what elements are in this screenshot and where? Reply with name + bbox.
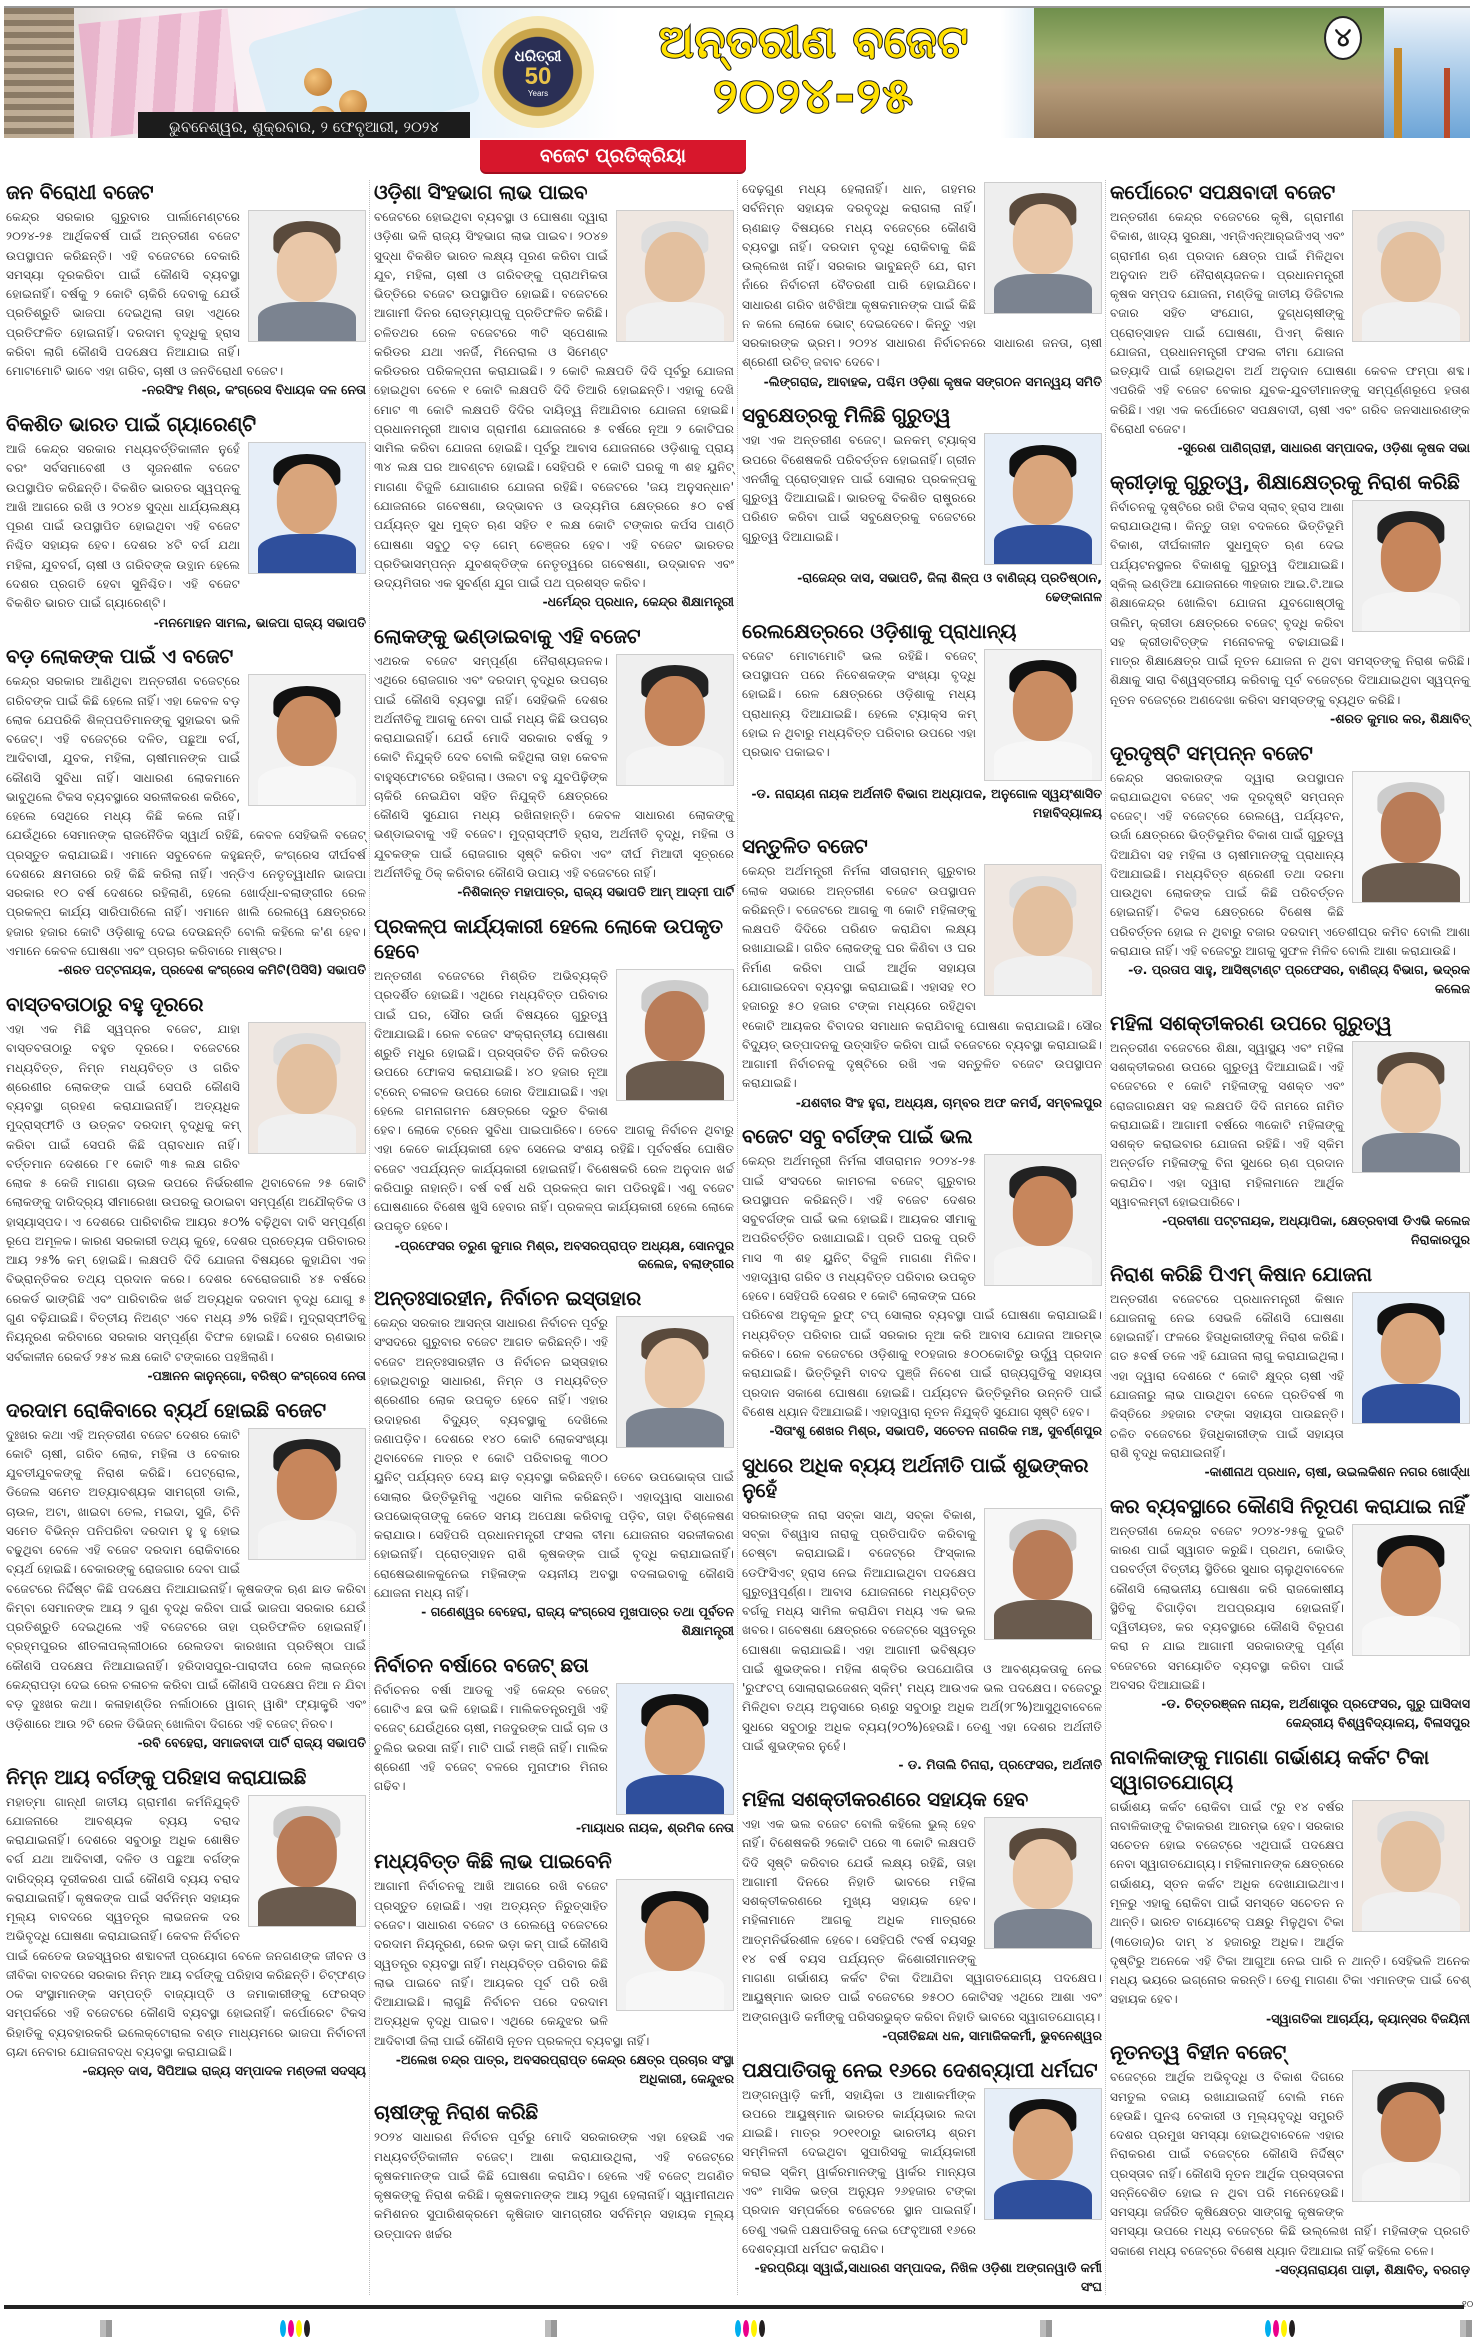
author-photo [248,674,366,806]
article-headline: ବିକଶିତ ଭାରତ ପାଇଁ ଗ୍ୟାରେଣ୍ଟି [6,412,256,437]
author-photo [616,210,734,342]
article-byline: -ହରପ୍ରିୟା ସ୍ୱାଇଁ,ସାଧାରଣ ସମ୍ପାଦକ, ନିଖିଳ ଓଡ଼ିଶା ଅଙ୍ଗନୱାଡି କର୍ମୀ ସଂଘ [754,2260,1102,2294]
article-body: ବଜେଟ୍‌ରେ ଆର୍ଥିକ ଅଭିବୃଦ୍ଧି ଓ ବିକାଶ ଦିଗରେ ସମତୁଲ ବଜାୟ ରଖାଯାଇନାହିଁ ବୋଲି ମନେ ହେଉଛି। ପୁନଶ୍ଚ ବେକାରୀ ଓ ମୂଲ୍ୟବୃଦ୍ଧି ସମ୍ପ୍ରତି ଦେଶର ପ୍ରମୁଖ ସମସ୍ୟା ହୋଇଥିବାବେଳେ ଏହାର ନିରାକରଣ ପାଇଁ ବଜେଟ୍‌ରେ କୌଣସି ନିର୍ଦ୍ଦିଷ୍ଟ ପ୍ରସ୍ତାବ ନାହିଁ। କୌଣସି ନୂତନ ଆର୍ଥିକ ପ୍ରସ୍ତାବନା ସନ୍ନିବେଶିତ ହୋଇ ନ ଥିବା ପରି ମନେହେଉଛି। ସମସ୍ୟା ଜର୍ଜରିତ କୃଷିକ୍ଷେତ୍ର ସାଙ୍ଗକୁ କୃଷକଙ୍କ ସମସ୍ୟା ଉପରେ ମଧ୍ୟ ବଜେଟ୍‌ରେ କିଛି ଉଲ୍ଲେଖ ନାହିଁ। ମହିଳାଙ୍କ ପ୍ରଗତି ସକାଶେ ମଧ୍ୟ ବଜେଟ୍‌ରେ ବିଶେଷ ଧ୍ୟାନ ଦିଆଯାଇ ନାହିଁ କହିଲେ ଚଳେ। [1110,2070,1470,2258]
page-title [594,18,1034,124]
author-photo [984,433,1102,565]
news-article [742,1453,1102,1775]
article-byline: -ରବି ବେହେରା, ସମାଜବାଦୀ ପାର୍ଟି ରାଜ୍ୟ ସଭାପତି [137,1734,366,1750]
anniversary-emblem [482,16,594,128]
article-body: ଅନ୍ତରୀଣ କେନ୍ଦ୍ର ବଜେଟ ୨୦୨୪-୨୫କୁ ଦୁଇଟି କାରଣ ପାଇଁ ସ୍ୱାଗତ କରୁଛି। ପ୍ରଥମ, କୋଭିଡ୍ ପରବର୍ତ୍ତୀ ବିତ୍ତୀୟ ସ୍ଥିତିରେ ସୁଧାର ଚାଲୁଥିବାବେଳେ କୌଣସି ଲୋଭନୀୟ ଘୋଷଣା କରି ରାଜକୋଷୀୟ ସ୍ଥିତିକୁ ବିଗାଡ଼ିବା ଅପପ୍ରୟାସ ହୋଇନାହିଁ। ଦ୍ୱିତୀୟତଃ, କର ବ୍ୟବସ୍ଥାରେ କୌଣସି ବିରୂପଣ କରା ନ ଯାଇ ଆଗାମୀ ସରକାରଙ୍କୁ ପୂର୍ଣ୍ଣ ବଜେଟରେ ସମୟୋଚିତ ବ୍ୟବସ୍ଥା କରିବା ପାଇଁ ଅବସର ଦିଆଯାଇଛି। [1110,1523,1344,1692]
article-body: ଏହା ଏକ ଭଲ ବଜେଟ ବୋଲି କହିଲେ ଭୁଲ୍ ହେବ ନାହିଁ। ବିଶେଷକରି ୨କୋଟି ପରେ ୩ କୋଟି ଲକ୍ଷପତି ଦିଦି ସୃଷ୍ଟି କରିବାର ଯେଉଁ ଲକ୍ଷ୍ୟ ରହିଛି, ତାହା ଆଗାମୀ ଦିନରେ ନିହାତି ଭାବରେ ମହିଳା ସଶକ୍ତୀକରଣରେ ମୁଖ୍ୟ ସହାୟକ ହେବ। ମହିଳାମାନେ ଆଗକୁ ଅଧିକ ମାତ୍ରାରେ ଆତ୍ମନିର୍ଭରଶୀଳ ହେବେ। ସେହିପରି ୯ବର୍ଷ ବୟସରୁ ୧୪ ବର୍ଷ ବୟସ ପର୍ଯ୍ୟନ୍ତ କିଶୋରୀମାନଙ୍କୁ ମାଗଣା ଗର୍ଭାଶୟ କର୍କଟ ଟିକା ଦିଆଯିବା ସ୍ୱାଗତଯୋଗ୍ୟ ପଦକ୍ଷେପ। ଆୟୁଷ୍ମାନ ଭାରତ ପାଇଁ ବଜେଟରେ ୭୫୦୦ କୋଟିସହ ଏଥିରେ ଆଶା ଏବଂ ଅଙ୍ଗନୱାଡି କର୍ମୀଙ୍କୁ ପରିସରଭୁକ୍ତ କରିବା ନିହାତି ଭାବରେ ସ୍ୱାଗତଯୋଗ୍ୟ। [742,1817,1102,2024]
author-photo [248,210,366,342]
news-article [1110,741,1470,999]
article-headline: ମହିଳା ସଶକ୍ତୀକରଣ ଉପରେ ଗୁରୁତ୍ୱ [1110,1010,1392,1035]
article-body: ବଜେଟରେ ହୋଇଥିବା ବ୍ୟବସ୍ଥା ଓ ଘୋଷଣା ଦ୍ୱାରା ଓଡ଼ିଶା ଭଳି ରାଜ୍ୟ ସିଂହଭାଗ ଲାଭ ପାଇବ। ୨୦୪୭ ସୁଦ୍ଧା ବିକଶିତ ଭାରତ ଲକ୍ଷ୍ୟ ପୂରଣ କରିବା ପାଇଁ ଯୁବ, ମହିଳା, ଚାଷୀ ଓ ଗରିବଙ୍କୁ ପ୍ରାଥମିକତା ଭିତ୍ତିରେ ବଜେଟ ଉପସ୍ଥାପିତ ହୋଇଛି। ବଜେଟରେ ଆଗାମୀ ଦିନର ରୋଡ୍‌ମ୍ୟାପ୍‌କୁ ପ୍ରତିଫଳିତ କରିଛି। ଚଳିତଥର ରେଳ ବଜେଟରେ ୩ଟି ସ୍ପେଶାଲ କରିଡର ଯଥା ଏନର୍ଜି, ମିନେରାଲ ଓ ସିମେଣ୍ଟ କରିଡରର ପରିକଳ୍ପନା କରାଯାଇଛି। ୨ କୋଟି ଲକ୍ଷପତି ଦିଦି ପୂର୍ବରୁ ଯୋଜନା ହୋଇଥିବା ବେଳେ ୧ କୋଟି ଲକ୍ଷପତି ଦିଦି ତିଆରି ହୋଇଛନ୍ତି। ଏହାକୁ ଦେଖି ମୋଟ ୩ କୋଟି ଲକ୍ଷପତି ଦିଦିର ଦାୟିତ୍ୱ ନିଆଯିବାର ଯୋଜନା ହୋଇଛି। ପ୍ରଧାନମନ୍ତ୍ରୀ ଆବାସ ଗ୍ରାମୀଣ ଯୋଜନାରେ ୫ ବର୍ଷରେ ନୂଆ ୨ କୋଟିଘର ସାମିଲ କରିବା ଯୋଜନା ହୋଇଛି। ପୂର୍ବରୁ ଆବାସ ଯୋଜନାରେ ଓଡ଼ିଶାକୁ ପ୍ରାୟ ୩୪ ଲକ୍ଷ ଘର ଆବଣ୍ଟନ ହୋଇଛି। ସେହିପରି ୧ କୋଟି ଘରକୁ ୩ ଶହ ୟୁନିଟ୍ ମାଗଣା ବିଜୁଳି ଯୋଗାଣର ଯୋଜନା ରହିଛି। ବଜେଟରେ 'ଜୟ ଅନୁସନ୍ଧାନ' ଯୋଜନାରେ ଗବେଷଣା, ଉଦ୍ଭାବନ ଓ ଉଦ୍ୟମିତା କ୍ଷେତ୍ରରେ ୫୦ ବର୍ଷ ପର୍ଯ୍ୟନ୍ତ ସୁଧ ମୁକ୍ତ ଋଣ ସହିତ ୧ ଲକ୍ଷ କୋଟି ଟଙ୍କାର କର୍ପସ ପାଣ୍ଠି ଘୋଷଣା ସବୁଠୁ ବଡ଼ ଗେମ୍ ଚେଞ୍ଜର ହେବ। ଏହି ବଜେଟ ଭାରତର ପ୍ରତିଭାସମ୍ପନ୍ନ ଯୁବଶକ୍ତିଙ୍କ ନେତୃତ୍ୱରେ ଗବେଷଣା, ଉଦ୍ଭାବନ ଏବଂ ଉଦ୍ୟମିତାର ଏକ ସୁବର୍ଣ୍ଣ ଯୁଗ ପାଇଁ ପଥ ପ୍ରଶସ୍ତ କରିବ। [374,210,734,591]
factory-chimney-image [1384,8,1470,138]
author-photo [1352,771,1470,903]
article-byline: -ପ୍ରଫେସର ତରୁଣ କୁମାର ମିଶ୍ର, ଅବସରପ୍ରାପ୍ତ ଅଧ୍ୟକ୍ଷ, ସୋନପୁର କଲେଜ, ବଲାଙ୍ଗୀର [394,1237,734,1272]
author-photo [248,1795,366,1927]
section-label: ବଜେଟ ପ୍ରତିକ୍ରିୟା [480,140,746,172]
article-columns [0,180,1476,2295]
article-body: ନିର୍ବାଚନର ବର୍ଷା ଆଡକୁ ଏହି କେନ୍ଦ୍ର ବଜେଟ୍ ଗୋଟିଏ ଛତା ଭଳି ହୋଇଛି। ମାଲିକତନ୍ତ୍ରମୁଖି ଏହି ବଜେଟ୍ ଯେଉଁଥିରେ ଚାଷୀ, ମଜଦୁରଙ୍କ ପାଇଁ ଚାଳ ଓ ଚୁଲିର ଭରସା ନାହିଁ। ମାଟି ପାଇଁ ମଞ୍ଜି ନାହିଁ। ମାଲିକ ଶ୍ରେଣୀ ଏହି ବଜେଟ୍ ବଳରେ ମୁନାଫାର ମିନାର ଗଢିବ। [374,1682,608,1794]
author-photo [984,649,1102,781]
author-photo [248,1022,366,1154]
emblem-name: ଧରିତ୍ରୀ [514,46,562,65]
author-photo [1352,500,1470,632]
author-photo [248,1428,366,1560]
article-byline: -ସିତାଂଶୁ ଶେଖର ମିଶ୍ର, ସଭାପତି, ସଚେତନ ନାଗରିକ ମଞ୍ଚ, ସୁବର୍ଣ୍ଣପୁର [769,1423,1102,1439]
article-byline: -ମାୟାଧର ନାୟକ, ଶ୍ରମିକ ନେତା [575,1819,734,1835]
article-headline: ବଜେଟ ସବୁ ବର୍ଗଙ୍କ ପାଇଁ ଭଲ [742,1124,973,1149]
article-body: ଅନ୍ତରୀଣ ବଜେଟରେ ମିଶ୍ରିତ ଅଭିବ୍ୟକ୍ତି ପ୍ରଦର୍ଶିତ ହୋଇଛି। ଏଥିରେ ମଧ୍ୟବିତ୍ତ ପରିବାର ପାଇଁ ଘର, ସୌର ଉର୍ଜା ବିଷୟରେ ଗୁରୁତ୍ୱ ଦିଆଯାଇଛି। ରେଳ ବଜେଟ ସଂକ୍ରାନ୍ତୀୟ ଘୋଷଣା ଶ୍ରୁତି ମଧୁର ହୋଇଛି। ପ୍ରସ୍ତାବିତ ତିନି କରିଡର ଉପରେ ଫୋକସ କରାଯାଇଛି। ୪୦ ହଜାର ନୂଆ ଟ୍ରେନ୍ ଚଳାଚଳ ଉପରେ ଜୋର ଦିଆଯାଇଛି। ଏହା ହେଲେ ଗମନାଗମନ କ୍ଷେତ୍ରରେ ଦ୍ରୁତ ବିକାଶ ହେବ। ଲୋକେ ଟ୍ରେନ ସୁବିଧା ପାଇପାରିବେ। ତେବେ ଆଗକୁ ନିର୍ବାଚନ ଥିବାରୁ ଏହା କେତେ କାର୍ଯ୍ୟକାରୀ ହେବ ସେନେଇ ସଂଶୟ ରହିଛି। ପୂର୍ବବର୍ଷର ଘୋଷିତ ବଜେଟ ଏପର୍ଯ୍ୟନ୍ତ କାର୍ଯ୍ୟକାରୀ ହୋଇନାହିଁ। ବିଶେଷକରି ରେଳ ଅନୁଦାନ ଖର୍ଚ୍ଚ କରିପାରୁ ନାହାନ୍ତି। ବର୍ଷ ବର୍ଷ ଧରି ପ୍ରକଳ୍ପ କାମ ପଡିରହୁଛି। ଏଣୁ ବଜେଟ ଘୋଷଣାରେ ବିଶେଷ ଖୁସି ହେବାର ନାହିଁ। ପ୍ରକଳ୍ପ କାର୍ଯ୍ୟକାରୀ ହେଲେ ଲୋକେ ଉପକୃତ ହେବେ। [374,969,734,1234]
article-headline: ବାସ୍ତବତାଠାରୁ ବହୁ ଦୂରରେ [6,992,204,1017]
news-article [1110,180,1470,458]
article-headline: ସବୁକ୍ଷେତ୍ରକୁ ମିଳିଛି ଗୁରୁତ୍ୱ [742,403,951,428]
news-article [742,403,1102,607]
article-byline: -ଜୟନ୍ତ ଦାସ, ସିପିଆଇ ରାଜ୍ୟ ସମ୍ପାଦକ ମଣ୍ଡଳୀ ସଦସ୍ୟ [82,2063,366,2079]
article-headline: ନିର୍ବାଚନ ବର୍ଷାରେ ବଜେଟ୍ ଛତା [374,1652,589,1677]
news-article [374,180,734,612]
page-title-line2: ୨୦୨୪-୨୫ [713,67,915,124]
news-article [742,180,1102,391]
article-byline: -ନରସିଂହ ମିଶ୍ର, କଂଗ୍ରେସ ବିଧାୟକ ଦଳ ନେତା [141,382,366,398]
article-headline: ସୁଧରେ ଅଧିକ ବ୍ୟୟ ଅର୍ଥନୀତି ପାଇଁ ଶୁଭଙ୍କର ନୁହେଁ [742,1452,1089,1502]
article-byline: -ଶରତ କୁମାର କର, ଶିକ୍ଷାବିତ୍ [1330,710,1470,726]
news-article [742,1124,1102,1440]
article-byline: -ଲିଙ୍ଗରାଜ, ଆବାହକ, ପଶ୍ଚିମ ଓଡ଼ିଶା କୃଷକ ସଙ୍ଗଠନ ସମନ୍ୱୟ ସମିତି [763,373,1102,389]
article-headline: ବଡ଼ ଲୋକଙ୍କ ପାଇଁ ଏ ବଜେଟ [6,644,233,669]
news-article [1110,1494,1470,1733]
article-byline: -ସତ୍ୟନାରାୟଣ ପାଢ଼ୀ, ଶିକ୍ଷାବିତ୍, ବରଗଡ଼ [1275,2262,1470,2278]
article-headline: ନିମ୍ନ ଆୟ ବର୍ଗଙ୍କୁ ପରିହାସ କରାଯାଇଛି [6,1764,307,1789]
article-headline: ଦରଦାମ ରୋକିବାରେ ବ୍ୟର୍ଥ ହୋଇଛି ବଜେଟ [6,1397,326,1422]
article-body: ଏଥରକ ବଜେଟ ସମ୍ପୂର୍ଣ୍ଣ ନୈରାଶ୍ୟଜନକ। ଏଥିରେ ରୋଜଗାର ଏବଂ ଦରଦାମ୍ ବୃଦ୍ଧିର ଉପଚାର ପାଇଁ କୌଣସି ବ୍ୟବସ୍ଥା ନାହିଁ। ସେହିଭଳି ଦେଶର ଅର୍ଥନୀତିକୁ ଆଗକୁ ନେବା ପାଇଁ ମଧ୍ୟ କିଛି ଉପଚାର କରାଯାଇନାହିଁ। ଯେଉଁ ମୋଦି ସରକାର ବର୍ଷକୁ ୨ କୋଟି ନିଯୁକ୍ତି ଦେବ ବୋଲି କହିଥିଲା ତାହା କେବଳ ବାହୁସ୍ଫୋଟରେ ରହିଗଲା। ଓଲଟା ବହୁ ଯୁବପିଢ଼ିଙ୍କ ଚାକିରି ନେଇଯିବା ସହିତ ନିଯୁକ୍ତି କ୍ଷେତ୍ରରେ କୌଣସି ସୁଯୋଗ ମଧ୍ୟ ରଖିନାହାନ୍ତି। କେବଳ ସାଧାରଣ ଲୋକଙ୍କୁ ଭଣ୍ଡାଇବାକୁ ଏହି ବଜେଟ। ମୁଦ୍ରାସ୍ଫୀତି ହ୍ରାସ, ଅର୍ଥନୀତି ବୃଦ୍ଧି, ମହିଳା ଓ ଯୁବକଙ୍କ ପାଇଁ ରୋଜଗାର ସୃଷ୍ଟି କରିବା ଏବଂ ଦୀର୍ଘ ମିଆଦୀ ସୂତ୍ରରେ ଅର୍ଥନୀତିକୁ ଠିକ୍ କରିବାର କୌଣସି ଉପାୟ ଏହି ବଜେଟରେ ନାହିଁ। [374,654,734,880]
masthead-banner [4,6,1470,138]
news-article [6,412,366,632]
article-byline: -ଡ. ପ୍ରତାପ ସାହୁ, ଆସିଷ୍ଟାଣ୍ଟ ପ୍ରଫେସର, ବାଣିଜ୍ୟ ବିଭାଗ, ଭଦ୍ରକ କଲେଜ [1128,962,1470,997]
news-article [374,1653,734,1838]
article-body: ଅନ୍ତରୀଣ ବଜେଟରେ ଶିକ୍ଷା, ସ୍ୱାସ୍ଥ୍ୟ ଏବଂ ମହିଳା ସଶକ୍ତୀକରଣ ଉପରେ ଗୁରୁତ୍ୱ ଦିଆଯାଇଛି। ଏହି ବଜେଟରେ ୧ କୋଟି ମହିଳାଙ୍କୁ ସଶକ୍ତ ଏବଂ ରୋଜଗାରକ୍ଷମ ସହ ଲକ୍ଷପତି ଦିଦି ନାମରେ ନାମିତ କରାଯାଇଛି। ଆଗାମୀ ବର୍ଷରେ ୩କୋଟି ମହିଳାଙ୍କୁ ସଶକ୍ତ କରାଇବାର ଯୋଜନା ରହିଛି। ଏହି ସ୍କିମ ଅନ୍ତର୍ଗତ ମହିଳାଙ୍କୁ ବିନା ସୁଧରେ ଋଣ ପ୍ରଦାନ କରାଯିବ। ଏହା ଦ୍ୱାରା ମହିଳାମାନେ ଆର୍ଥିକ ସ୍ୱାବଲମ୍ବୀ ହୋଇପାରିବେ। [1110,1040,1344,1209]
article-byline: -ପ୍ରୀତିଛନ୍ଦା ଧଳ, ସାମାଜିକକର୍ମୀ, ଭୁବନେଶ୍ୱର [882,2027,1102,2043]
article-headline: ପକ୍ଷପାତିତାକୁ ନେଇ ୧୬ରେ ଦେଶବ୍ୟାପୀ ଧର୍ମଘଟ [742,2057,1098,2082]
column-4 [1110,180,1470,2295]
article-byline: -ସୁରେଶ ପାଣିଗ୍ରାହୀ, ସାଧାରଣ ସମ୍ପାଦକ, ଓଡ଼ିଶା କୃଷକ ସଭା [1177,440,1470,456]
news-article [374,914,734,1274]
article-body: ଅନ୍ତରୀଣ କେନ୍ଦ୍ର ବଜେଟରେ କୃଷି, ଗ୍ରାମୀଣ ବିକାଶ, ଖାଦ୍ୟ ସୁରକ୍ଷା, ଏମ୍‌ଜିଏନ୍‌ଆର୍‌ଇଜିଏସ୍ ଏବଂ ଗ୍ରାମୀଣ ଋଣ ପ୍ରଦାନ କ୍ଷେତ୍ର ପାଇଁ ମିଳିଥିବା ଅନୁଦାନ ଅତି ନୈରାଶ୍ୟଜନକ। ପ୍ରଧାନମନ୍ତ୍ରୀ କୃଷକ ସମ୍ପଦ ଯୋଜନା, ମଣ୍ଡିକୁ ଜାତୀୟ ଡିଜିଟାଲ ବଜାର ସହିତ ସଂଯୋଗ, ଦୁଗ୍ଧଚାଷୀଙ୍କୁ ପ୍ରୋତ୍ସାହନ ପାଇଁ ଘୋଷଣା, ପିଏମ୍ କିଷାନ ଯୋଜନା, ପ୍ରଧାନମନ୍ତ୍ରୀ ଫସଲ ବୀମା ଯୋଜନା ଇତ୍ୟାଦି ପାଇଁ ହୋଇଥିବା ଅର୍ଥ ଅନୁଦାନ ଘୋଷଣା କେବଳ ଫମ୍ପା ଶବ୍ଦ। ଏପରିକି ଏହି ବଜେଟ ବେକାର ଯୁବକ-ଯୁବତୀମାନଙ୍କୁ ସମ୍ପୂର୍ଣ୍ଣରୂପେ ହତାଶ କରିଛି। ଏହା ଏକ କର୍ପୋରେଟ ସପକ୍ଷବାଦୀ, ଚାଷୀ ଏବଂ ଗରିବ ଜନସାଧାରଣଙ୍କ ବିରୋଧୀ ବଜେଟ। [1110,210,1470,436]
article-byline: - ଡ. ମିତାଲି ଚିନାରା, ପ୍ରଫେସର, ଅର୍ଥନୀତି [898,1757,1102,1773]
author-photo [984,2088,1102,2220]
registration-greybox [1040,2320,1052,2337]
article-body: ବଜେଟ ମୋଟାମୋଟି ଭଲ ରହିଛି। ବଜେଟ୍ ଉପସ୍ଥାପନ ପରେ ନିବେଶକଙ୍କ ସଂଖ୍ୟା ବୃଦ୍ଧି ହୋଇଛି। ରେଳ କ୍ଷେତ୍ରରେ ଓଡ଼ିଶାକୁ ମଧ୍ୟ ପ୍ରାଧାନ୍ୟ ଦିଆଯାଇଛି। ହେଲେ ଟ୍ୟାକ୍ସ କମ୍ ହୋଇ ନ ଥିବାରୁ ମଧ୍ୟବିତ୍ତ ପରିବାର ଉପରେ ଏହା ପ୍ରଭାବ ପକାଇବ। [742,648,976,760]
author-photo [1352,1292,1470,1424]
article-headline: ସନ୍ତୁଳିତ ବଜେଟ [742,834,868,859]
author-photo [616,969,734,1101]
cmyk-registration-mark [735,2320,765,2337]
news-article [374,624,734,902]
cmyk-registration-mark [280,2320,310,2337]
article-body: ଅଙ୍ଗନୱାଡ଼ି କର୍ମୀ, ସହାୟିକା ଓ ଆଶାକର୍ମୀଙ୍କ ଉପରେ ଆୟୁଷ୍ମାନ ଭାରତର କାର୍ଯ୍ୟଭାର ଲଦା ଯାଇଛି। ମାତ୍ର ୨୦୧୧ଠାରୁ ଭାରତୀୟ ଶ୍ରମ ସମ୍ମିଳନୀ ଦେଇଥିବା ସୁପାରିସକୁ କାର୍ଯ୍ୟକାରୀ କରାଇ ସ୍କିମ୍ ୱାର୍କରମାନଙ୍କୁ ୱାର୍କର ମାନ୍ୟତା ଏବଂ ମାସିକ ଭତ୍ତା ଅନ୍ୟୁନ ୨୬ହଜାର ଟଙ୍କା ପ୍ରଦାନ ସମ୍ପର୍କରେ ବଜେଟରେ ସ୍ଥାନ ପାଇନାହିଁ। ତେଣୁ ଏଭଳି ପକ୍ଷପାତିତାକୁ ନେଇ ଫେବୃଆରୀ ୧୬ରେ ଦେଶବ୍ୟାପୀ ଧର୍ମଘଟ କରାଯିବ। [742,2087,976,2256]
article-headline: ପ୍ରକଳ୍ପ କାର୍ଯ୍ୟକାରୀ ହେଲେ ଲୋକେ ଉପକୃତ ହେବେ [374,914,723,963]
article-byline: -ଯଶବୀର ସିଂହ ହୁରା, ଅଧ୍ୟକ୍ଷ, ଚାମ୍ବର ଅଫ କମର୍ସ, ସମ୍ବଲପୁର [795,1094,1102,1110]
author-photo [1352,210,1470,342]
author-photo [1352,2070,1470,2202]
news-article [1110,1011,1470,1250]
article-byline: -ଶରତ ପଟ୍ଟନାୟକ, ପ୍ରଦେଶ କଂଗ୍ରେସ କମିଟି(ପିସିସି) ସଭାପତି [57,962,366,978]
emblem-number: 50 [524,62,552,90]
author-photo [984,1817,1102,1949]
article-body: ଅନ୍ତରୀଣ ବଜେଟରେ ପ୍ରଧାନମନ୍ତ୍ରୀ କିଷାନ ଯୋଜନାକୁ ନେଇ ସେଭଳି କୌଣସି ଘୋଷଣା ହୋଇନାହିଁ। ଫଳରେ ହିତାଧିକାରୀଙ୍କୁ ନିରାଶ କରିଛି। ଗତ ୫ବର୍ଷ ତଳେ ଏହି ଯୋଜନା ଲାଗୁ କରାଯାଇଥିଲା। ଏହା ଦ୍ୱାରା ଦେଶରେ ୯ କୋଟି କ୍ଷୁଦ୍ର ଚାଷୀ ଏହି ଯୋଜନାରୁ ଲାଭ ପାଉଥିବା ବେଳେ ପ୍ରତିବର୍ଷ ୩ କିସ୍ତିରେ ୬ହଜାର ଟଙ୍କା ସହାୟତା ପାଉଛନ୍ତି। ଚଳିତ ବଜେଟରେ ହିତାଧିକାରୀଙ୍କ ପାଇଁ ସହାୟତା ରାଶି ବୃଦ୍ଧି କରାଯାଇନାହିଁ। [1110,1291,1344,1460]
news-article [742,2058,1102,2297]
article-body: ଏହା ଏକ ମିଛି ସ୍ୱପ୍ନର ବଜେଟ, ଯାହା ବାସ୍ତବତାଠାରୁ ବହୁତ ଦୂରରେ। ବଜେଟରେ ମଧ୍ୟବିତ୍ତ, ନିମ୍ନ ମଧ୍ୟବିତ୍ତ ଓ ଗରିବ ଶ୍ରେଣୀର ଲୋକଙ୍କ ପାଇଁ ସେପରି କୌଣସି ବ୍ୟବସ୍ଥା ଗ୍ରହଣ କରାଯାଇନାହିଁ। ଅତ୍ୟଧିକ ମୁଦ୍ରାସ୍ଫୀତି ଓ ଉତ୍କଟ ଦରଦାମ୍ ବୃଦ୍ଧିକୁ କମ୍ କରିବା ପାଇଁ ସେପରି କିଛି ପ୍ରାବଧାନ ନାହିଁ। ବର୍ତ୍ତମାନ ଦେଶରେ ୮୧ କୋଟି ୩୫ ଲକ୍ଷ ଗରିବ ଲୋକ ୫ କେଜି ମାଗଣା ଚାଉଳ ଉପରେ ନିର୍ଭରଶୀଳ ଥିବାବେଳେ ୨୫ କୋଟି ଲୋକଙ୍କୁ ଦାରିଦ୍ର୍ୟ ସୀମାରେଖା ଉପରକୁ ଉଠାଇବା ସମ୍ପୂର୍ଣ୍ଣ ଅଯୌକ୍ତିକ ଓ ହାସ୍ୟାସ୍ପଦ। ଏ ଦେଶରେ ପାରିବାରିକ ଆୟର ୫୦% ବଢ଼ିଥିବା ଦାବି ସମ୍ପୂର୍ଣ୍ଣ ରୂପେ ଅମୂଳକ। କାରଣ ସରକାରୀ ତଥ୍ୟ କୁହେ, ଦେଶର ପ୍ରତ୍ୟେକ ପରିବାରର ଆୟ ୨୫% କମ୍ ହୋଇଛି। ଲକ୍ଷପତି ଦିଦି ଯୋଜନା ବିଷୟରେ କୁହାଯିବା ଏକ ବିଭ୍ରାନ୍ତିକର ତଥ୍ୟ ପ୍ରଦାନ କରେ। ଦେଶର ବେରୋଜଗାରି ୪୫ ବର୍ଷରେ ରେକର୍ଡ ଭାଙ୍ଗିଛି ଏବଂ ପାରିବାରିକ ଖର୍ଚ୍ଚ ଅତ୍ୟଧିକ ଦରଦାମ ବୃଦ୍ଧି ଯୋଗୁ ୫ ଗୁଣ ବଢ଼ିଯାଇଛି। ବିତ୍ତୀୟ ନିଅଣ୍ଟ ଏବେ ମଧ୍ୟ ୬% ରହିଛି। ମୁଦ୍ରାସ୍ଫୀତିକୁ ନିୟନ୍ତ୍ରଣ କରିବାରେ ସରକାର ସମ୍ପୂର୍ଣ୍ଣ ବିଫଳ ହୋଇଛି। ଦେଶର ଋଣଭାର ସର୍ବକାଳୀନ ରେକର୍ଡ ୨୫୪ ଲକ୍ଷ କୋଟି ଟଙ୍କାରେ ପହଞ୍ଚିଲାଣି। [6,1022,366,1364]
page-number-badge: ୪ [1324,16,1362,60]
article-byline: -ଅଲେଖ ଚନ୍ଦ୍ର ପାତ୍ର, ଅବସରପ୍ରାପ୍ତ କେନ୍ଦ୍ର କ୍ଷେତ୍ର ପ୍ରଚାର ସଂସ୍ଥା ଅଧିକାରୀ, କେନ୍ଦୁଝର [395,2051,734,2086]
article-byline: -ରାଜେନ୍ଦ୍ର ଦାସ, ସଭାପତି, ଜିଲା ଶିଳ୍ପ ଓ ବାଣିଜ୍ୟ ପ୍ରତିଷ୍ଠାନ, ଢେଙ୍କାନାଳ [797,570,1102,605]
article-headline: କର ବ୍ୟବସ୍ଥାରେ କୌଣସି ନିରୂପଣ କରାଯାଇ ନାହିଁ [1110,1493,1466,1518]
author-photo [1352,1041,1470,1173]
article-body: ଦୁଃଖର କଥା ଏହି ଅନ୍ତରୀଣ ବଜେଟ ଦେଶର କୋଟି କୋଟି ଚାଷୀ, ଗରିବ ଲୋକ, ମହିଳା ଓ ବେକାର ଯୁବତୀଯୁବକଙ୍କୁ ନିରାଶ କରିଛି। ପେଟ୍ରୋଲ, ଡିଜେଲ ସମେତ ଅତ୍ୟାବଶ୍ୟକ ସାମଗ୍ରୀ ଡାଲି, ଚାଉଳ, ଅଟା, ଖାଇବା ତେଲ, ମଇଦା, ସୁଜି, ଚିନି ସମେତ ବିଭିନ୍ନ ପନିପରିବା ଦରଦାମ ହୁ ହୁ ହୋଇ ବଢୁଥିବା ବେଳେ ଏହି ବଜେଟ ଦରଦାମ ରୋକିବାରେ ବ୍ୟର୍ଥ ହୋଇଛି। ବେକାରଙ୍କୁ ରୋଜଗାର ଦେବା ପାଇଁ ବଜେଟରେ ନିର୍ଦ୍ଦିଷ୍ଟ କିଛି ପଦକ୍ଷେପ ନିଆଯାଇନାହିଁ। କୃଷକଙ୍କ ଋଣ ଛାଡ କରିବା କିମ୍ବା ସେମାନଙ୍କ ଆୟ ୨ ଗୁଣ ବୃଦ୍ଧି କରିବା ପାଇଁ ଭାଜପା ସରକାର ଯେଉଁ ପ୍ରତିଶ୍ରୁତି ଦେଇଥିଲେ ଏହି ବଜେଟରେ ତାହା ପ୍ରତିଫଳିତ ହୋଇନାହିଁ। ବ୍ରହ୍ମପୁରର ଶୀତଳାପଲ୍ଲୀଠାରେ ରେଲଡବା କାରଖାନା ପ୍ରତିଷ୍ଠା ପାଇଁ କୌଣସି ପଦକ୍ଷେପ ନିଆଯାଇନାହିଁ। ହରିଦାସପୁର-ପାରାଦୀପ ରେଳ ଲାଇନ୍‌ରେ କେନ୍ଦ୍ରାପଡ଼ା ଦେଇ ରେଳ ଚଳାଚଳ କରିବା ପାଇଁ କୌଣସି ପଦକ୍ଷେପ ନିଆ ନ ଯିବା ବଡ଼ ଦୁଃଖର କଥା। କଳାହାଣ୍ଡିର ନର୍ଲାଠାରେ ୱାଗନ୍ ୱାଶିଂ ଫ୍ୟାକ୍ଟ୍ରି ଏବଂ ଓଡ଼ିଶାରେ ଆଉ ୨ଟି ରେଳ ଡିଭିଜନ୍ ଖୋଲିବା ଦିଗରେ ଏହି ବଜେଟ୍ ନିରବ। [6,1427,366,1731]
article-body: କେନ୍ଦ୍ର ସରକାର ଆଣିଥିବା ଅନ୍ତରୀଣ ବଜେଟ୍‌ରେ ଗରିବଙ୍କ ପାଇଁ କିଛି ହେଲେ ନାହିଁ। ଏହା କେବଳ ବଡ଼ ଲୋକ ଯେପରିକି ଶିଳ୍ପପତିମାନଙ୍କୁ ସୁହାଇବା ଭଳି ବଜେଟ୍। ଏହି ବଜେଟ୍‌ରେ ଦଳିତ, ପଛୁଆ ବର୍ଗ, ଆଦିବାସୀ, ଯୁବକ, ମହିଳା, ଚାଷୀମାନଙ୍କ ପାଇଁ କୌଣସି ସୁବିଧା ନାହିଁ। ସାଧାରଣ ଲୋକମାନେ ଭାବୁଥିଲେ ଟିକସ ବ୍ୟବସ୍ଥାରେ ସରଳୀକରଣ କରିବେ, ହେଲେ ସେଥିରେ ମଧ୍ୟ କିଛି କଲେ ନାହିଁ। ଯେଉଁଥିରେ ସେମାନଙ୍କ ରାଜନୈତିକ ସ୍ୱାର୍ଥ ରହିଛି, କେବଳ ସେହିଭଳି ବଜେଟ୍ ପ୍ରସ୍ତୁତ କରାଯାଇଛି। ଏମାନେ ସବୁବେଳେ କହୁଛନ୍ତି, କଂଗ୍ରେସ ଦୀର୍ଘବର୍ଷ ଦେଶରେ କ୍ଷମତାରେ ରହି କିଛି କରିଲା ନାହିଁ। ଏନ୍‌ଡିଏ ନେତୃତ୍ୱାଧୀନ ଭାଜପା ସରକାର ୧୦ ବର୍ଷ ଦେଶରେ ରହିଲାଣି, ହେଲେ ଖୋର୍ଦ୍ଧା-ବଲାଙ୍ଗୀର ରେଳ ପ୍ରକଳ୍ପ କାର୍ଯ୍ୟ ସାରିପାରିଲେ ନାହିଁ। ଏମାନେ ଖାଲି ରେଲୱେ କ୍ଷେତ୍ରରେ ହଜାର ହଜାର କୋଟି ଓଡ଼ିଶାକୁ ଦେଇ ଦେଉଛନ୍ତି ବୋଲି କହିଲେ କ'ଣ ହେବ। ଏମାନେ କେବଳ ଘୋଷଣା ଏବଂ ପ୍ରଚାର କରିବାରେ ମାଷ୍ଟର। [6,674,366,958]
article-headline: ନିରାଶ କରିଛି ପିଏମ୍ କିଷାନ ଯୋଜନା [1110,1261,1372,1286]
article-headline: ଅନ୍ତଃସାରହୀନ, ନିର୍ବାଚନ ଇସ୍ତାହାର [374,1286,641,1311]
article-byline: -ପଞ୍ଚାନନ କାନୁନ୍‌ଗୋ, ବରିଷ୍ଠ କଂଗ୍ରେସ ନେତା [147,1367,366,1383]
article-headline: ଦୂରଦୃଷ୍ଟି ସମ୍ପନ୍ନ ବଜେଟ [1110,740,1313,765]
author-photo [616,1683,734,1815]
article-body: କେନ୍ଦ୍ର ସରକାର ଆସନ୍ତା ସାଧାରଣ ନିର୍ବାଚନ ପୂର୍ବରୁ ସଂସଦରେ ଗୁରୁବାର ବଜେଟ ଆଗତ କରିଛନ୍ତି। ଏହି ବଜେଟ ଅନ୍ତଃସାରହୀନ ଓ ନିର୍ବାଚନ ଇସ୍ତାହାର ହୋଇଥିବାରୁ ସାଧାରଣ, ନିମ୍ନ ଓ ମଧ୍ୟବିତ୍ତ ଶ୍ରେଣୀର ଲୋକ ଉପକୃତ ହେବେ ନାହିଁ। ଏହାର ଉଦାହରଣ ବିଦ୍ୟୁତ୍ ବ୍ୟବସ୍ଥାକୁ ଦେଖିଲେ ଜଣାପଡ଼ିବ। ଦେଶରେ ୧୪୦ କୋଟି ଲୋକସଂଖ୍ୟା ଥିବାବେଳେ ମାତ୍ର ୧ କୋଟି ପରିବାରକୁ ୩୦୦ ୟୁନିଟ୍ ପର୍ଯ୍ୟନ୍ତ ଦେୟ ଛାଡ଼ ବ୍ୟବସ୍ଥା କରିଛନ୍ତି। ତେବେ ଉପଭୋକ୍ତା ପାଇଁ ସୋଲାର ଭିତ୍ତିଭୂମିକୁ ଏଥିରେ ସାମିଲ କରିଛନ୍ତି। ଏହାଦ୍ୱାରା ସାଧାରଣ ଉପଭୋକ୍ତାଙ୍କୁ କେତେ ସମୟ ଅପେକ୍ଷା କରିବାକୁ ପଡ଼ିବ, ତାହା ବିଶ୍ଳେଷଣ କରାଯାଉ। ସେହିପରି ପ୍ରଧାନମନ୍ତ୍ରୀ ଫସଲ ବୀମା ଯୋଜନାର ସରଳୀକରଣ ହୋଇନାହିଁ। ପ୍ରୋତ୍ସାହନ ରାଶି କୃଷକଙ୍କ ପାଇଁ ବୃଦ୍ଧି କରାଯାଇନାହିଁ। ରୋଷେଇଶାଳକୁନେଇ ମହିଳାଙ୍କ ଦୟନୀୟ ଅବସ୍ଥା ବଦଳାଇବାକୁ କୌଣସି ଯୋଜନା ମଧ୍ୟ ନାହିଁ। [374,1316,734,1600]
news-article [6,1398,366,1753]
author-photo [616,654,734,786]
article-body: ନିର୍ବାଚନକୁ ଦୃଷ୍ଟିରେ ରଖି ଟିକସ ସ୍ଲାବ୍ ହ୍ରାସ ଆଶା କରାଯାଉଥିଲା। କିନ୍ତୁ ତାହା ବଦଳରେ ଭିତ୍ତିଭୂମି ବିକାଶ, ଦୀର୍ଘକାଳୀନ ସୁଧମୁକ୍ତ ଋଣ ଦେଇ ପର୍ଯ୍ୟଟନସ୍ଥଳର ବିକାଶକୁ ଗୁରୁତ୍ୱ ଦିଆଯାଇଛି। ସ୍କିଲ୍ ଇଣ୍ଡିଆ ଯୋଜନାରେ ୩ହଜାର ଆଇ.ଟି.ଆଇ ଶିକ୍ଷାକେନ୍ଦ୍ର ଖୋଲିବା ଯୋଜନା ଯୁବଗୋଷ୍ଠୀକୁ ତାଲିମ୍, କ୍ରୀଡା କ୍ଷେତ୍ରରେ ବଜେଟ୍ ବୃଦ୍ଧି କରିବା ସହ କ୍ରୀଡାବିତ୍‌ଙ୍କ ମନୋବଳକୁ ବଢାଯାଇଛି। ମାତ୍ର ଶିକ୍ଷାକ୍ଷେତ୍ର ପାଇଁ ନୂତନ ଯୋଜନା ନ ଥିବା ସମସ୍ତଙ୍କୁ ନିରାଶ କରିଛି। ଶିକ୍ଷାକୁ ସାରା ବିଶ୍ୱସ୍ତରୀୟ କରିବାକୁ ପୂର୍ବ ବଜେଟ୍‌ରେ ଦିଆଯାଇଥିବା ସ୍ୱପ୍ନକୁ ନୂତନ ବଜେଟ୍‌ରେ ଅଣଦେଖା କରିବା ସମସ୍ତଙ୍କୁ ବ୍ୟଥିତ କରିଛି। [1110,499,1470,707]
column-3 [742,180,1102,2295]
article-byline: -ସ୍ୱାଗତିକା ଆଚାର୍ଯ୍ୟ, କ୍ୟାନ୍‌ସର ବିଜୟିନୀ [1266,2010,1470,2026]
news-article [742,834,1102,1112]
article-body: କେନ୍ଦ୍ର ସରକାର ଗୁରୁବାର ପାର୍ଲାମେଣ୍ଟରେ ୨୦୨୪-୨୫ ଆର୍ଥିକବର୍ଷ ପାଇଁ ଅନ୍ତରୀଣ ବଜେଟ ଉପସ୍ଥାପନ କରିଛନ୍ତି। ଏହି ବଜେଟରେ ବେକାରି ସମସ୍ୟା ଦୂରକରିବା ପାଇଁ କୌଣସି ବ୍ୟବସ୍ଥା ହୋଇନାହିଁ। ବର୍ଷକୁ ୨ କୋଟି ଚାକିରି ଦେବାକୁ ଯେଉଁ ପ୍ରତିଶ୍ରୁତି ଭାଜପା ଦେଇଥିଲା ତାହା ଏଥିରେ ପ୍ରତିଫଳିତ ହୋଇନାହିଁ। ଦରଦାମ ବୃଦ୍ଧିକୁ ହ୍ରାସ କରିବା ଲାଗି କୌଣସି ପଦକ୍ଷେପ ନିଆଯାଇ ନାହିଁ। ମୋଟାମୋଟି ଭାବେ ଏହା ଗରିବ, ଚାଷୀ ଓ ଜନବିରୋଧୀ ବଜେଟ। [6,210,284,379]
news-article [374,1286,734,1640]
article-body: ଆଜି କେନ୍ଦ୍ର ସରକାର ମଧ୍ୟବର୍ତ୍ତିକାଳୀନ ନୁହେଁ ବରଂ ସର୍ବସମାବେଶୀ ଓ ସୃଜନଶୀଳ ବଜେଟ ଉପସ୍ଥାପିତ କରିଛନ୍ତି। ବିକଶିତ ଭାରତର ସ୍ୱପ୍ନକୁ ଆଖି ଆଗରେ ରଖି ଓ ୨୦୪୭ ସୁଦ୍ଧା ଧାର୍ଯ୍ୟଲକ୍ଷ୍ୟ ପୂରଣ ପାଇଁ ଉପସ୍ଥାପିତ ହୋଇଥିବା ଏହି ବଜେଟ ନିଶ୍ଚିତ ସହାୟକ ହେବ। ଦେଶର ୪ଟି ବର୍ଗ ଯଥା ମହିଳା, ଯୁବବର୍ଗ, ଚାଷୀ ଓ ଗରିବଙ୍କ ଉତ୍ଥାନ ହେଲେ ଦେଶର ପ୍ରଗତି ହେବା ସୁନିଶ୍ଚିତ। ଏହି ବଜେଟ ବିକଶିତ ଭାରତ ପାଇଁ ଗ୍ୟାରେଣ୍ଟି। [6,442,240,611]
news-article [6,644,366,980]
article-byline: -ନିଶିକାନ୍ତ ମହାପାତ୍ର, ରାଜ୍ୟ ସଭାପତି ଆମ୍ ଆଦ୍‌ମୀ ପାର୍ଟି [457,884,734,900]
news-article [742,1787,1102,2046]
author-photo [248,442,366,574]
folio: ୧୦ [1462,2300,1474,2310]
article-headline: ଚାଷୀଙ୍କୁ ନିରାଶ କରିଛି [374,2100,538,2125]
news-article [374,1849,734,2088]
article-byline: -ମନମୋହନ ସାମଲ, ଭାଜପା ରାଜ୍ୟ ସଭାପତି [153,614,366,630]
article-headline: ନୂତନତ୍ୱ ବିହୀନ ବଜେଟ୍ [1110,2040,1286,2065]
author-photo [984,1508,1102,1640]
article-headline: କ୍ରୀଡ଼ାକୁ ଗୁରୁତ୍ୱ, ଶିକ୍ଷାକ୍ଷେତ୍ରକୁ ନିରାଶ କରିଛି [1110,469,1460,494]
article-body: କେନ୍ଦ୍ର ଅର୍ଥମନ୍ତ୍ରୀ ନିର୍ମଳା ସୀତାରାମନ ୨୦୨୪-୨୫ ପାଇଁ ସଂସଦରେ କାମଚଳା ବଜେଟ୍ ଗୁରୁବାର ଉପସ୍ଥାପନ କରିଛନ୍ତି। ଏହି ବଜେଟ ଦେଶର ସବୁବର୍ଗଙ୍କ ପାଇଁ ଭଲ ହୋଇଛି। ଆୟକର ସୀମାକୁ ଅପରିବର୍ତ୍ତିତ ରଖାଯାଇଛି। ପ୍ରତି ଘରକୁ ପ୍ରତି ମାସ ୩ ଶହ ୟୁନିଟ୍ ବିଜୁଳି ମାଗଣା ମିଳିବ। ଏହାଦ୍ୱାରା ଗରିବ ଓ ମଧ୍ୟବିତ୍ତ ପରିବାର ଉପକୃତ ହେବେ। ସେହିପରି ଦେଶର ୧ କୋଟି ଲୋକଙ୍କ ଘରେ ପରିବେଶ ଅନୁକୂଳ ରୁଫ୍ ଟପ୍ ସୋଲାର ବ୍ୟବସ୍ଥା ପାଇଁ ଘୋଷଣା କରାଯାଇଛି। ମଧ୍ୟବିତ୍ତ ପରିବାର ପାଇଁ ସରକାର ନୂଆ କରି ଆବାସ ଯୋଜନା ଆରମ୍ଭ କରିବେ। ରେଳ ବଜେଟରେ ଓଡ଼ିଶାକୁ ୧୦ହଜାର ୫୦୦କୋଟିରୁ ଉର୍ଦ୍ଧ୍ୱ ପ୍ରଦାନ କରାଯାଇଛି। ଭିତ୍ତିଭୂମି ବାବଦ ପୁଞ୍ଜି ନିବେଶ ପାଇଁ ରାଜ୍ୟଗୁଡିକୁ ସହାୟତା ପ୍ରଦାନ ସକାଶେ ଘୋଷଣା ହୋଇଛି। ପର୍ଯ୍ୟଟନ ଭିତ୍ତିଭୂମିର ଉନ୍ନତି ପାଇଁ ବିଶେଷ ଧ୍ୟାନ ଦିଆଯାଇଛି। ଏହାଦ୍ୱାରା ନୂତନ ନିଯୁକ୍ତି ସୁଯୋଗ ସୃଷ୍ଟି ହେବ। [742,1154,1102,1419]
article-body: କେନ୍ଦ୍ର ସରକାରଙ୍କ ଦ୍ୱାରା ଉପସ୍ଥାପନ କରାଯାଇଥିବା ବଜେଟ୍ ଏକ ଦୂରଦୃଷ୍ଟି ସମ୍ପନ୍ନ ବଜେଟ୍। ଏହି ବଜେଟ୍‌ରେ ରେଲୱେ, ପର୍ଯ୍ୟଟନ, ଉର୍ଜା କ୍ଷେତ୍ରରେ ଭିତ୍ତିଭୂମିର ବିକାଶ ପାଇଁ ଗୁରୁତ୍ୱ ଦିଆଯିବା ସହ ମହିଳା ଓ ଚାଷୀମାନଙ୍କୁ ପ୍ରାଧାନ୍ୟ ଦିଆଯାଇଛି। ମଧ୍ୟବିତ୍ତ ଶ୍ରେଣୀ ତଥା ଦରମା ପାଉଥିବା ଲୋକଙ୍କ ପାଇଁ କିଛି ପରିବର୍ତ୍ତନ ହୋଇନାହିଁ। ଟିକସ କ୍ଷେତ୍ରରେ ବିଶେଷ କିଛି ପରିବର୍ତ୍ତନ ହୋଇ ନ ଥିବାରୁ ବଜାର ଦରଦାମ୍ ଏତେଶୀଘ୍ର କମିବ ବୋଲି ଆଶା କରାଯାଉ ନାହିଁ। ଏହି ବଜେଟ୍‌ରୁ ଆଗକୁ ସୁଫଳ ମିଳିବ ବୋଲି ଆଶା କରାଯାଉଛି। [1110,770,1470,958]
author-photo [984,864,1102,996]
article-body: ୨୦୨୪ ସାଧାରଣ ନିର୍ବାଚନ ପୂର୍ବରୁ ମୋଦି ସରକାରଙ୍କ ଏହା ହେଉଛି ଏକ ମଧ୍ୟବର୍ତ୍ତିକାଳୀନ ବଜେଟ୍। ଆଶା କରାଯାଉଥିଲା, ଏହି ବଜେଟ୍‌ରେ କୃଷକମାନଙ୍କ ପାଇଁ କିଛି ଘୋଷଣା କରାଯିବ। ହେଲେ ଏହି ବଜେଟ୍ ଅଗଣିତ କୃଷକଙ୍କୁ ନିରାଶ କରିଛି। କୃଷକମାନଙ୍କ ଆୟ ୨ଗୁଣ ହେଲାନାହିଁ। ସ୍ୱାମୀନାଥନ କମିଶନର ସୁପାରିଶକ୍ରମେ କୃଷିଜାତ ସାମଗ୍ରୀର ସର୍ବନିମ୍ନ ସହାୟକ ମୂଲ୍ୟ ଉତ୍ପାଦନ ଖର୍ଚ୍ଚର [374,2130,734,2241]
author-photo [1352,1800,1470,1932]
column-2 [374,180,734,2295]
author-photo [984,1154,1102,1286]
page-title-line1: ଅନ୍ତରୀଣ ବଜେଟ [659,17,969,68]
news-article [6,1765,366,2081]
article-body: ଆଗାମୀ ନିର୍ବାଚନକୁ ଆଖି ଆଗରେ ରଖି ବଜେଟ ପ୍ରସ୍ତୁତ ହୋଇଛି। ଏହା ଅତ୍ୟନ୍ତ ନିରୁତ୍ସାହିତ ବଜେଟ। ସାଧାରଣ ବଜେଟ ଓ ରେଲୱେ ବଜେଟରେ ଦରଦାମ ନିୟନ୍ତ୍ରଣ, ରେଳ ଭଡ଼ା କମ୍ ପାଇଁ କୌଣସି ସ୍ୱତନ୍ତ୍ର ବ୍ୟବସ୍ଥା ନାହିଁ। ମଧ୍ୟବିତ୍ତ ପରିବାର କିଛି ଲାଭ ପାଇବେ ନାହିଁ। ଆୟକର ପୂର୍ବ ପରି ରଖି ଦିଆଯାଇଛି। ଲାଗୁଛି ନିର୍ବାଚନ ପରେ ଦରଦାମ ଅତ୍ୟଧିକ ବୃଦ୍ଧି ପାଇବ। ଏଥିରେ କେନ୍ଦୁଝର ଭଳି ଆଦିବାସୀ ଜିଲା ପାଇଁ କୌଣସି ନୂତନ ପ୍ରକଳ୍ପ ବ୍ୟବସ୍ଥା ନାହିଁ। [374,1879,650,2048]
registration-greybox [1460,2320,1472,2337]
article-byline: -ଡ. ଚିତ୍ତରଞ୍ଜନ ନାୟକ, ଅର୍ଥଶାସ୍ତ୍ର ପ୍ରଫେସର, ଗୁରୁ ଘାସିଦାସ କେନ୍ଦ୍ରୀୟ ବିଶ୍ୱବିଦ୍ୟାଳୟ, ବିଳାସପୁର [1161,1696,1470,1730]
article-byline: - ଗଣେଶ୍ୱର ବେହେରା, ରାଜ୍ୟ କଂଗ୍ରେସ ମୁଖପାତ୍ର ତଥା ପୂର୍ବତନ ଶିକ୍ଷାମନ୍ତ୍ରୀ [421,1604,734,1638]
stock-exchange-building-image [4,8,74,138]
author-photo [616,1879,734,2011]
emblem-sub: Years [527,88,549,98]
article-headline: ମହିଳା ସଶକ୍ତୀକରଣରେ ସହାୟକ ହେବ [742,1787,1028,1812]
article-byline: -ଧର୍ମେନ୍ଦ୍ର ପ୍ରଧାନ, କେନ୍ଦ୍ର ଶିକ୍ଷାମନ୍ତ୍ରୀ [542,594,734,610]
author-photo [984,182,1102,314]
news-article [6,992,366,1386]
news-article [742,619,1102,823]
article-headline: ଜନ ବିରୋଧୀ ବଜେଟ [6,180,154,204]
article-body: କେନ୍ଦ୍ର ଅର୍ଥମନ୍ତ୍ରୀ ନିର୍ମଳା ସୀତାରାମନ୍ ଗୁରୁବାର ଲୋକ ସଭାରେ ଅନ୍ତରୀଣ ବଜେଟ ଉପସ୍ଥାପନ କରିଛନ୍ତି। ବଜେଟରେ ଆଗକୁ ୩ କୋଟି ମହିଳାଙ୍କୁ ଲକ୍ଷପତି ଦିଦିରେ ପରିଣତ କରାଯିବା ଲକ୍ଷ୍ୟ ରଖାଯାଇଛି। ଗରିବ ଲୋକଙ୍କୁ ଘର କିଣିବା ଓ ଘର ନିର୍ମାଣ କରିବା ପାଇଁ ଆର୍ଥିକ ସହାୟତା ଯୋଗାଇଦେବା ବ୍ୟବସ୍ଥା କରାଯାଇଛି। ଏହାସହ ୧୦ ହଜାରରୁ ୫୦ ହଜାର ଟଙ୍କା ମଧ୍ୟରେ ରହିଥିବା ୧କୋଟି ଆୟକର ବିବାଦର ସମାଧାନ କରାଯିବାକୁ ଘୋଷଣା କରାଯାଇଛି। ସୌର ବିଦ୍ୟୁତ୍ ଉତ୍ପାଦନକୁ ଉତ୍ସାହିତ କରିବା ପାଇଁ ବଜେଟରେ ବ୍ୟବସ୍ଥା କରାଯାଇଛି। ଆଗାମୀ ନିର୍ବାଚନକୁ ଦୃଷ୍ଟିରେ ରଖି ଏକ ସନ୍ତୁଳିତ ବଜେଟ ଉପସ୍ଥାପନ କରାଯାଇଛି। [742,864,1102,1091]
article-headline: ଓଡ଼ିଶା ସିଂହଭାଗ ଲାଭ ପାଇବ [374,180,588,204]
article-body: ଦେଢ଼ଗୁଣ ମଧ୍ୟ ହେଲାନାହିଁ। ଧାନ, ଗହମର ସର୍ବନିମ୍ନ ସହାୟକ ଦରବୃଦ୍ଧି କରାଗଲା ନାହିଁ। ଋଣଛାଡ଼ ବିଷୟରେ ମଧ୍ୟ ବଜେଟ୍‌ରେ କୌଣସି ବ୍ୟବସ୍ଥା ନାହିଁ। ଦରଦାମ ବୃଦ୍ଧି ରୋକିବାକୁ କିଛି ଉଲ୍ଲେଖ ନାହିଁ। ସରକାର ଭାବୁଛନ୍ତି ଯେ, ରାମ ନାଁରେ ନିର୍ବାଚନୀ ବୈତରଣୀ ପାରି ହୋଇଯିବେ। ସାଧାରଣ ଗରିବ ଖଟିଖିଆ କୃଷକମାନଙ୍କ ପାଇଁ କିଛି ନ କଲେ ଲୋକେ ଭୋଟ୍ ଦେଇଦେବେ। କିନ୍ତୁ ଏହା ସରକାରଙ୍କ ଭ୍ରମ। ୨୦୨୪ ସାଧାରଣ ନିର୍ବାଚନରେ ସାଧାରଣ ଜନତା, ଚାଷୀ ଶ୍ରେଣୀ ଉଚିତ୍ ଜବାବ ଦେବେ। [742,182,1102,370]
article-body: ଗର୍ଭାଶୟ କର୍କଟ ରୋକିବା ପାଇଁ ୯ରୁ ୧୪ ବର୍ଷର ନାବାଳିକାଙ୍କୁ ଟିକାକରଣ ଆରମ୍ଭ ହେବ। ସରକାର ସଚେତନ ହୋଇ ବଜେଟ୍‌ରେ ଏଥିପାଇଁ ପଦକ୍ଷେପ ନେବା ସ୍ୱାଗତଯୋଗ୍ୟ। ମହିଳାମାନଙ୍କ କ୍ଷେତ୍ରରେ ଗର୍ଭାଶୟ, ସ୍ତନ କର୍କଟ ଅଧିକ ଦେଖାଯାଇଥାଏ। ମୂଳରୁ ଏହାକୁ ରୋକିବା ପାଇଁ ସମସ୍ତେ ସଚେତନ ନ ଥାନ୍ତି। ଭାରତ ବାୟୋଟେକ୍ ପକ୍ଷରୁ ମିଳୁଥିବା ଟିକା (୩ଡୋଜ୍)ର ଦାମ୍ ୪ ହଜାରରୁ ଅଧିକ। ଆର୍ଥିକ ଦୃଷ୍ଟିରୁ ଅନେକେ ଏହି ଟିକା ଆଗୁଆ ନେଇ ପାରି ନ ଥାନ୍ତି। ସେହିଭଳି ଅନେକ ମଧ୍ୟ ଭୟରେ ଇଗ୍‌ନୋର କରନ୍ତି। ତେଣୁ ମାଗଣା ଟିକା ଏମାନଙ୍କ ପାଇଁ ବେଶ୍ ସହାୟକ ହେବ। [1110,1799,1470,2007]
article-body: ସରକାରଙ୍କ ନାରା ସବ୍‌କା ସାଥ୍, ସବ୍‌କା ବିକାଶ, ସବ୍‌କା ବିଶ୍ୱାସ ନାରାକୁ ପ୍ରତିପାଦିତ କରିବାକୁ ଚେଷ୍ଟା କରାଯାଇଛି। ବଜେଟ୍‌ରେ ଫିସ୍‌କାଲ ଡେଫିସିଏଟ୍ ହ୍ରାସ ନେଇ ନିଆଯାଇଥିବା ପଦକ୍ଷେପ ଗୁରୁତ୍ୱପୂର୍ଣ୍ଣ। ଆବାସ ଯୋଜନାରେ ମଧ୍ୟବିତ୍ତ ବର୍ଗକୁ ମଧ୍ୟ ସାମିଲ କରାଯିବା ମଧ୍ୟ ଏକ ଭଲ ଖବର। ଗବେଷଣା କ୍ଷେତ୍ରରେ ବଜେଟ୍‌ରେ ସ୍ୱତନ୍ତ୍ର ଘୋଷଣା କରାଯାଇଛି। ଏହା ଆଗାମୀ ଭବିଷ୍ୟତ ପାଇଁ ଶୁଭଙ୍କର। ମହିଳା ଶକ୍ତିର ଉପଯୋଗିତା ଓ ଆବଶ୍ୟକତାକୁ ନେଇ 'ରୁଫଟପ୍ ସୋଲାରାଇଜେଶନ୍ ସ୍କିମ୍' ମଧ୍ୟ ଆଉଏକ ଭଲ ପଦକ୍ଷେପ। ବଜେଟ୍‌ରୁ ମିଳିଥିବା ତଥ୍ୟ ଅନୁସାରେ ଋଣରୁ ସବୁଠାରୁ ଅଧିକ ଅର୍ଥ(୨୮%)ଆସୁଥିବାବେଳେ ସୁଧରେ ସବୁଠାରୁ ଅଧିକ ବ୍ୟୟ(୨୦%)ହେଉଛି। ତେଣୁ ଏହା ଦେଶର ଅର୍ଥନୀତି ପାଇଁ ଶୁଭଙ୍କର ନୁହେଁ। [742,1507,1102,1753]
author-photo [616,1316,734,1448]
footer-rule [4,2305,1464,2309]
article-body: ମହାତ୍ମା ଗାନ୍ଧୀ ଜାତୀୟ ଗ୍ରାମୀଣ କର୍ମନିଯୁକ୍ତି ଯୋଜନାରେ ଆବଶ୍ୟକ ବ୍ୟୟ ବରାଦ କରାଯାଇନାହିଁ। ଦେଶରେ ସବୁଠାରୁ ଅଧିକ ଶୋଷିତ ବର୍ଗ ଯଥା ଆଦିବାସୀ, ଦଳିତ ଓ ପଛୁଆ ବର୍ଗଙ୍କ ଦାରିଦ୍ର୍ୟ ଦୂରୀକରଣ ପାଇଁ କୌଣସି ବ୍ୟୟ ବରାଦ କରାଯାଇନାହିଁ। କୃଷକଙ୍କ ପାଇଁ ସର୍ବନିମ୍ନ ସହାୟକ ମୂଲ୍ୟ ବାବଦରେ ସ୍ୱତନ୍ତ୍ର ଲାଭଜନକ ଦର ଅଭିବୃଦ୍ଧି ଘୋଷଣା କରାଯାଇନାହିଁ। କେବଳ ନିର୍ବାଚନ ପାଇଁ କେତେକ ଉଚ୍ଚସ୍ୱରର ଶବ୍ଦାବଳୀ ପ୍ରୟୋଗ ବେଳେ ଜନଗଣଙ୍କ ଜୀବନ ଓ ଜୀବିକା ବାବଦରେ ସରକାର ନିମ୍ନ ଆୟ ବର୍ଗଙ୍କୁ ପରିହାସ କରିଛନ୍ତି। ଚିଟ୍‌ଫଣ୍ଡ ଠକ ସଂସ୍ଥାମାନଙ୍କ ସମ୍ପତ୍ତି ବାଜ୍ୟାପ୍ତି ଓ ଜମାକାରୀଙ୍କୁ ଫେରସ୍ତ ସମ୍ପର୍କରେ ଏହି ବଜେଟରେ କୌଣସି ବ୍ୟବସ୍ଥା ହୋଇନାହିଁ। କର୍ପୋରେଟ ଟିକସ ରିହାତିକୁ ବ୍ୟବହାରକରି ଇଲେକ୍ଟୋରାଲ ବଣ୍ଡ ମାଧ୍ୟମରେ ଭାଜପା ନିର୍ବାଚନୀ ଚାନ୍ଦା ନେବାର ଯୋଜନାବଦ୍ଧ ବ୍ୟବସ୍ଥା କରାଯାଇଛି। [6,1794,366,2059]
article-headline: ଲୋକଙ୍କୁ ଭଣ୍ଡାଇବାକୁ ଏହି ବଜେଟ [374,624,641,649]
registration-greybox [100,2320,112,2337]
author-photo [1352,1524,1470,1656]
article-headline: କର୍ପୋରେଟ ସପକ୍ଷବାଦୀ ବଜେଟ [1110,180,1335,204]
article-headline: ନାବାଳିକାଙ୍କୁ ମାଗଣା ଗର୍ଭାଶୟ କର୍କଟ ଟିକା ସ୍ୱାଗତଯୋଗ୍ୟ [1110,1744,1429,1794]
news-article [1110,2040,1470,2279]
article-headline: ରେଲକ୍ଷେତ୍ରରେ ଓଡ଼ିଶାକୁ ପ୍ରାଧାନ୍ୟ [742,618,1017,643]
news-article [6,180,366,400]
dateline: ଭୁବନେଶ୍ୱର, ଶୁକ୍ରବାର, ୨ ଫେବୃଆରୀ, ୨୦୨୪ [138,112,470,138]
news-article [1110,1262,1470,1482]
cmyk-registration-mark [1265,2320,1295,2337]
article-byline: -କାଶୀନାଥ ପ୍ରଧାନ, ଚାଷୀ, ଉଇଲକିଶନ ନଗର ଖୋର୍ଦ୍ଧା [1204,1464,1470,1480]
article-byline: -ଡ. ନାରାୟଣ ନାୟକ ଅର୍ଥନୀତି ବିଭାଗ ଅଧ୍ୟାପକ, ଅନୁଗୋଳ ସ୍ୱୟଂଶାସିତ ମହାବିଦ୍ୟାଳୟ [751,785,1102,820]
column-1 [6,180,366,2295]
news-article [374,2100,734,2244]
article-body: ଏହା ଏକ ଅନ୍ତରୀଣ ବଜେଟ୍। ଇନକମ୍ ଟ୍ୟାକ୍ସ ଉପରେ ବିଶେଷକରି ପରିବର୍ତ୍ତନ ହୋଇନାହିଁ। ଗ୍ରୀନ ଏନର୍ଜୀକୁ ପ୍ରୋତ୍ସାହନ ପାଇଁ ସୋଲାର ପ୍ରକଳ୍ପକୁ ଗୁରୁତ୍ୱ ଦିଆଯାଇଛି। ଭାରତକୁ ବିକଶିତ ରାଷ୍ଟ୍ରରେ ପରିଣତ କରିବା ପାଇଁ ସବୁକ୍ଷେତ୍ରକୁ ବଜେଟରେ ଗୁରୁତ୍ୱ ଦିଆଯାଇଛି। [742,433,976,544]
news-article [1110,470,1470,729]
news-article [1110,1745,1470,2029]
article-byline: -ପ୍ରବୀଣା ପଟ୍ଟନାୟକ, ଅଧ୍ୟାପିକା, କ୍ଷେତ୍ରବାସୀ ଡିଏଭି କଲେଜ ନିରାକାରପୁର [1162,1213,1470,1247]
registration-greybox [545,2320,557,2337]
article-headline: ମଧ୍ୟବିତ୍ତ କିଛି ଲାଭ ପାଇବେନି [374,1849,612,1874]
